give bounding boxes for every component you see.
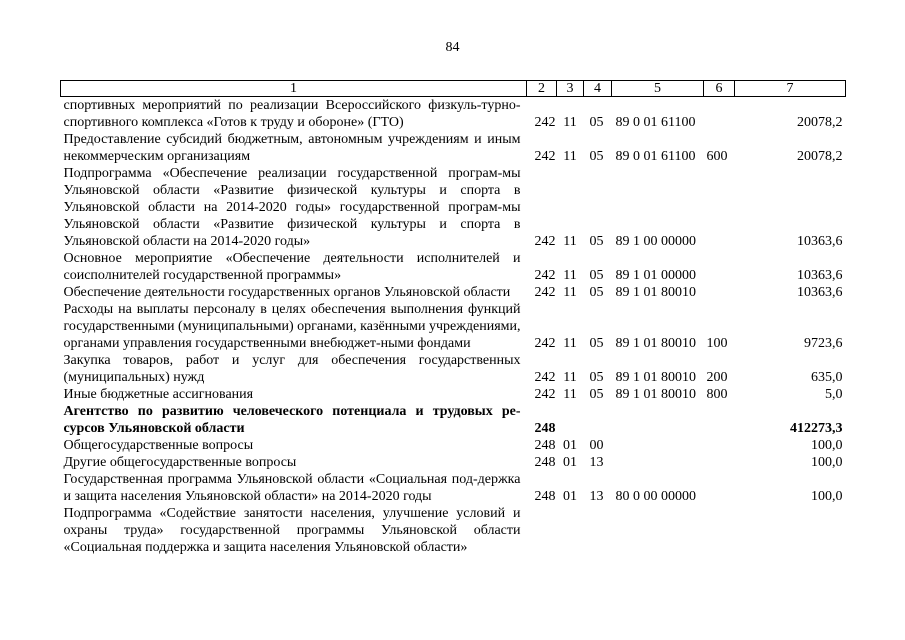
row-subsection-code: 05 xyxy=(589,387,604,402)
table-row xyxy=(61,97,846,132)
page-number: 84 xyxy=(445,40,460,55)
header-col-5: 5 xyxy=(612,81,704,97)
row-amount: 5,0 xyxy=(825,387,843,402)
table-row xyxy=(61,403,846,437)
row-department-code: 248 xyxy=(534,489,556,504)
row-name: Иные бюджетные ассигнования xyxy=(63,387,254,402)
row-expense-type xyxy=(704,505,735,556)
header-col-2: 2 xyxy=(527,81,557,97)
row-subsection-code: 05 xyxy=(589,234,604,249)
table-header-row xyxy=(61,81,846,97)
row-expense-type xyxy=(704,250,735,284)
row-target-article: 89 0 01 61100 xyxy=(615,115,696,130)
row-expense-type xyxy=(704,403,735,437)
row-department-code: 242 xyxy=(534,115,556,130)
row-expense-type xyxy=(704,284,735,301)
table-row xyxy=(61,352,846,386)
row-name: Основное мероприятие «Обеспечение деятельности исполнителей и соисполнителей государственной программы» xyxy=(63,251,521,283)
row-target-article xyxy=(612,437,704,454)
header-col-7: 7 xyxy=(735,81,846,97)
row-target-article: 89 1 01 80010 xyxy=(615,285,696,300)
row-expense-type: 200 xyxy=(706,370,728,385)
row-name: Закупка товаров, работ и услуг для обеспечения государственных (муниципальных) нужд xyxy=(63,353,521,385)
row-expense-type xyxy=(704,437,735,454)
row-section-code xyxy=(557,505,584,556)
header-col-1: 1 xyxy=(61,81,527,97)
row-target-article: 89 1 01 80010 xyxy=(615,387,696,402)
row-expense-type: 100 xyxy=(706,336,728,351)
row-name: Подпрограмма «Содействие занятости населения, улучшение условий и охраны труда» государственной программы Ульяновской области «Социальная поддержка и защита населения Ульяновской области» xyxy=(63,506,521,555)
row-amount: 10363,6 xyxy=(797,268,843,283)
row-subsection-code xyxy=(584,403,612,437)
row-section-code: 11 xyxy=(563,387,577,402)
row-amount: 9723,6 xyxy=(804,336,843,351)
row-section-code: 01 xyxy=(563,455,577,470)
row-section-code: 11 xyxy=(563,115,577,130)
table-row xyxy=(61,454,846,471)
row-amount: 10363,6 xyxy=(797,285,843,300)
row-expense-type xyxy=(704,471,735,505)
row-subsection-code: 05 xyxy=(589,268,604,283)
row-department-code: 242 xyxy=(534,370,556,385)
row-name: Общегосударственные вопросы xyxy=(63,438,254,453)
row-subsection-code: 05 xyxy=(589,370,604,385)
row-expense-type xyxy=(704,454,735,471)
row-amount: 412273,3 xyxy=(790,421,843,436)
row-amount: 20078,2 xyxy=(797,115,843,130)
table-row xyxy=(61,131,846,165)
row-section-code: 11 xyxy=(563,149,577,164)
row-amount: 635,0 xyxy=(811,370,843,385)
row-section-code: 11 xyxy=(563,268,577,283)
row-target-article: 89 1 01 80010 xyxy=(615,370,696,385)
row-target-article: 80 0 00 00000 xyxy=(615,489,696,504)
row-department-code: 248 xyxy=(534,438,556,453)
row-subsection-code xyxy=(584,505,612,556)
row-department-code: 248 xyxy=(534,455,556,470)
row-name: Агентство по развитию человеческого потенциала и трудовых ре-сурсов Ульяновской области xyxy=(63,404,521,436)
row-department-code: 248 xyxy=(534,421,556,436)
row-amount: 100,0 xyxy=(811,455,843,470)
row-section-code: 01 xyxy=(563,489,577,504)
row-name: Государственная программа Ульяновской области «Социальная под-держка и защита населения Ульяновской области» на 2014-2020 годы xyxy=(63,472,521,504)
row-name: Расходы на выплаты персоналу в целях обеспечения выполнения функций государственными (муниципальными) органами, казёнными учреждениями, органами управления государственными внебюджет-ными фондами xyxy=(63,302,521,351)
table-row xyxy=(61,250,846,284)
row-subsection-code: 05 xyxy=(589,285,604,300)
row-subsection-code: 13 xyxy=(589,489,604,504)
row-department-code: 242 xyxy=(534,387,556,402)
table-row xyxy=(61,301,846,352)
row-subsection-code: 00 xyxy=(589,438,604,453)
row-department-code xyxy=(527,505,557,556)
row-department-code: 242 xyxy=(534,336,556,351)
table-row xyxy=(61,165,846,250)
row-section-code xyxy=(557,403,584,437)
row-target-article: 89 0 01 61100 xyxy=(615,149,696,164)
row-name: Подпрограмма «Обеспечение реализации государственной програм-мы Ульяновской области «Развитие физической культуры и спорта в Ульяновской области на 2014-2020 годы» государственной програм-мы Ульяновской области «Развитие физической культуры и спорта в Ульяновской области на 2014-2020 годы» xyxy=(63,166,521,249)
table-row xyxy=(61,505,846,556)
table-row xyxy=(61,386,846,403)
row-department-code: 242 xyxy=(534,285,556,300)
row-amount: 100,0 xyxy=(811,438,843,453)
table-row xyxy=(61,284,846,301)
header-col-4: 4 xyxy=(584,81,612,97)
row-target-article xyxy=(612,505,704,556)
row-department-code: 242 xyxy=(534,149,556,164)
table-row xyxy=(61,471,846,505)
header-col-3: 3 xyxy=(557,81,584,97)
row-subsection-code: 13 xyxy=(589,455,604,470)
row-expense-type xyxy=(704,97,735,132)
row-section-code: 11 xyxy=(563,336,577,351)
row-amount: 20078,2 xyxy=(797,149,843,164)
row-target-article: 89 1 01 80010 xyxy=(615,336,696,351)
row-target-article: 89 1 00 00000 xyxy=(615,234,696,249)
row-department-code: 242 xyxy=(534,234,556,249)
row-section-code: 11 xyxy=(563,370,577,385)
row-expense-type: 600 xyxy=(706,149,728,164)
row-subsection-code: 05 xyxy=(589,149,604,164)
row-name: Обеспечение деятельности государственных органов Ульяновской области xyxy=(63,285,511,300)
row-section-code: 11 xyxy=(563,285,577,300)
row-section-code: 11 xyxy=(563,234,577,249)
row-target-article xyxy=(612,454,704,471)
row-subsection-code: 05 xyxy=(589,336,604,351)
row-amount: 10363,6 xyxy=(797,234,843,249)
row-subsection-code: 05 xyxy=(589,115,604,130)
row-expense-type xyxy=(704,165,735,250)
row-amount: 100,0 xyxy=(811,489,843,504)
row-target-article xyxy=(612,403,704,437)
row-name: Другие общегосударственные вопросы xyxy=(63,455,297,470)
row-name: спортивных мероприятий по реализации Всероссийского физкуль-турно-спортивного комплекса «Готов к труду и обороне» (ГТО) xyxy=(63,98,521,130)
table-row xyxy=(61,437,846,454)
header-col-6: 6 xyxy=(704,81,735,97)
row-target-article: 89 1 01 00000 xyxy=(615,268,696,283)
row-department-code: 242 xyxy=(534,268,556,283)
row-amount xyxy=(735,505,846,556)
row-section-code: 01 xyxy=(563,438,577,453)
budget-table xyxy=(60,80,846,556)
row-name: Предоставление субсидий бюджетным, автономным учреждениям и иным некоммерческим организациям xyxy=(63,132,521,164)
row-expense-type: 800 xyxy=(706,387,728,402)
